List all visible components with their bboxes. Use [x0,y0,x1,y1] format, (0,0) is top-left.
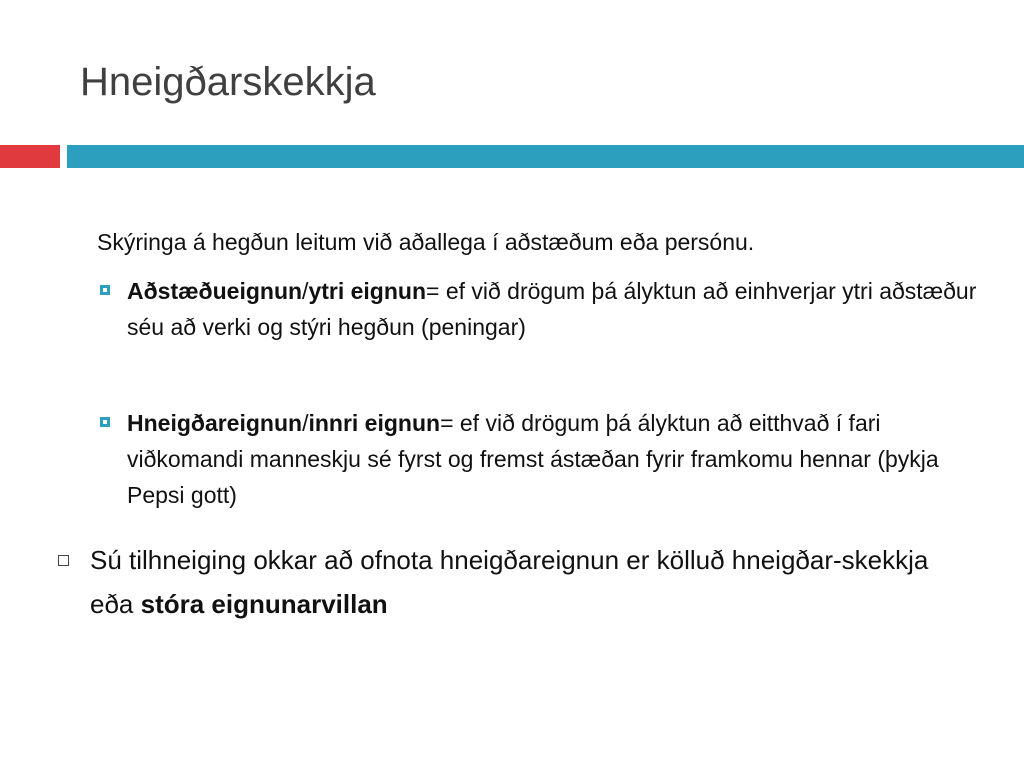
main-bullet-item [58,538,978,626]
slide-title: Hneigðarskekkja [80,60,376,104]
term-separator: / [302,278,309,304]
accent-bar-red [0,145,60,168]
bold-term: Aðstæðueignun [127,278,303,304]
main-bullet-bold-text: stóra eignunarvillan [140,589,388,619]
sub-bullet-text [127,273,980,345]
hollow-square-bullet-icon [58,555,69,566]
intro-text: Skýringa á hegðun leitum við aðallega í aðstæðum eða persónu. [97,229,755,255]
term-separator: / [302,410,309,436]
bold-term: innri eignun [308,410,441,436]
bold-term: ytri eignun [308,278,426,304]
sub-bullet-item [100,273,980,345]
bold-term: Hneigðareignun [127,410,303,436]
sub-bullet-text [127,405,980,513]
square-bullet-icon [100,417,110,427]
definition-text: = ef við drögum þá ályktun að eitthvað í fari viðkomandi manneskju sé fyrst og fremst ástæðan fyrir framkomu hennar (þykja Pepsi gott) [127,410,939,508]
definition-text: = ef við drögum þá ályktun að einhverjar ytri aðstæður séu að verki og stýri hegðun (peningar) [127,278,977,340]
accent-bar-blue [67,145,1024,168]
sub-bullet-item [100,405,980,513]
square-bullet-icon [100,285,110,295]
main-bullet-text [90,538,978,626]
main-bullet-plain-text: Sú tilhneiging okkar að ofnota hneigðareignun er kölluð hneigðar-skekkja eða [90,545,929,619]
